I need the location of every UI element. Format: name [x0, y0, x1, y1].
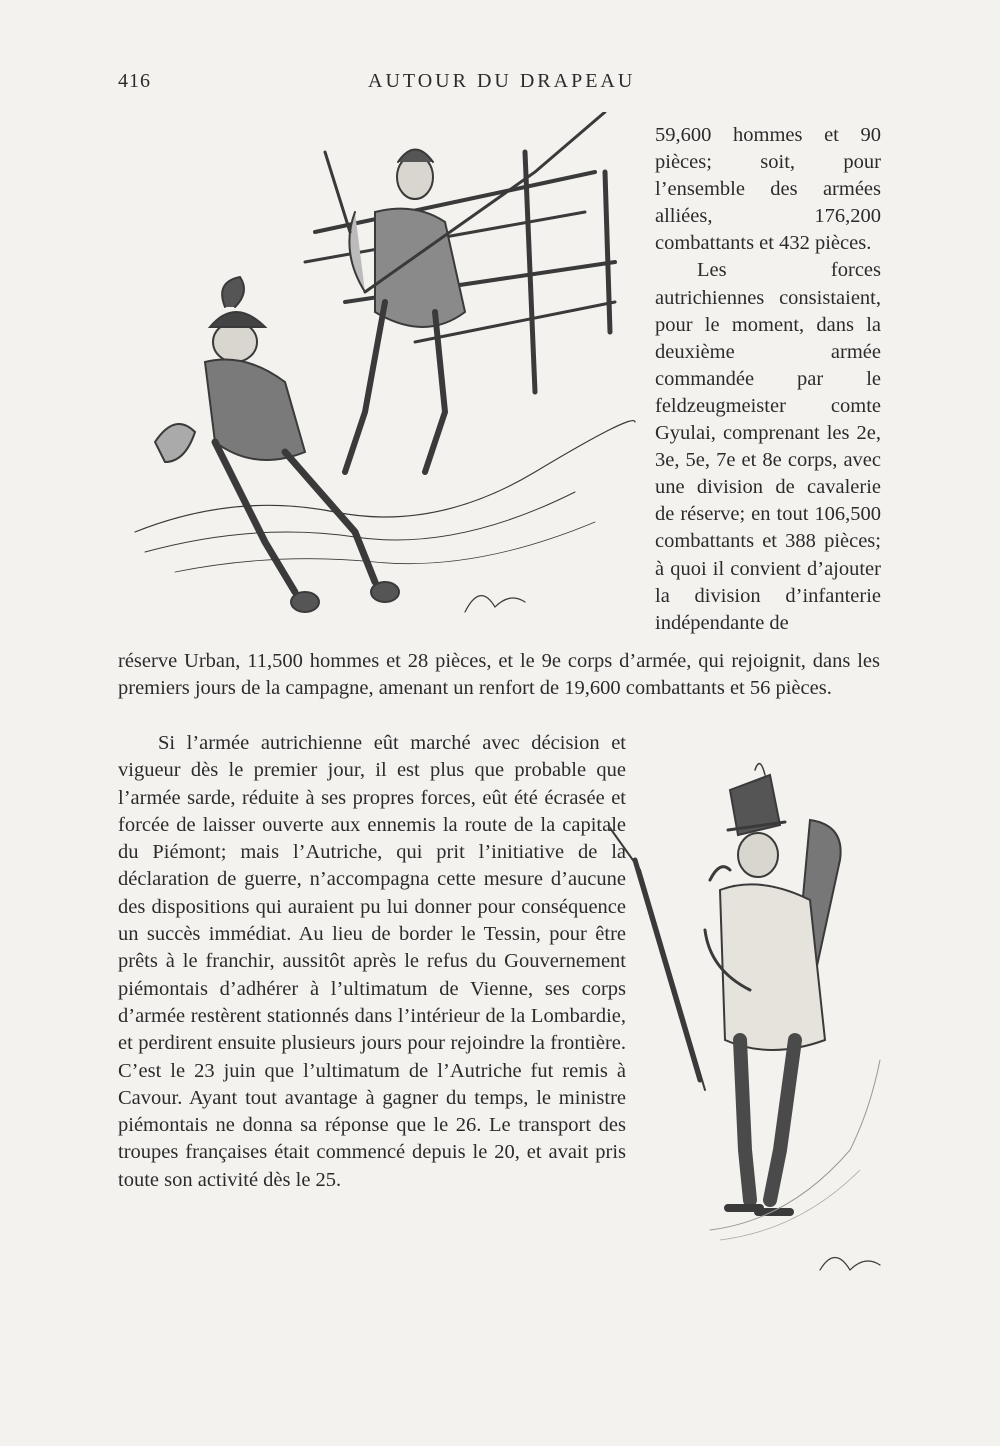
standing-soldier-engraving: [610, 730, 890, 1290]
page-number: 416: [118, 70, 151, 92]
full-width-paragraph: réserve Urban, 11,500 hommes et 28 pièces, et le 9e corps d’armée, qui rejoignit, dans les premiers jours de la campagne, amenant un renfort de 19,600 combattants et 56 pièces.: [118, 650, 880, 699]
illustration-standing-soldier: [610, 730, 890, 1290]
right-paragraph-2: Les forces autrichiennes consistaient, pour le moment, dans la deuxième armée commandée par le feldzeugmeister comte Gyulai, comprenant les 2e, 3e, 5e, 7e et 8e corps, avec une division de cavalerie de réserve; en tout 106,500 combattants et 388 pièces; à quoi il convient d’ajouter la division d’infanterie indépendante de: [655, 259, 881, 634]
soldiers-engraving: [115, 112, 645, 642]
right-column: [655, 122, 881, 637]
page-header: [118, 70, 880, 100]
right-paragraph-1: 59,600 hommes et 90 pièces; soit, pour l’ensemble des armées alliées, 176,200 combattants et 432 pièces.: [655, 124, 881, 255]
left-column-paragraph: Si l’armée autrichienne eût marché avec décision et vigueur dès le premier jour, il est plus que probable que l’armée sarde, réduite à ses propres forces, eût été écrasée et forcée de laisser ouverte aux ennemis la route de la capitale du Piémont; mais l’Autriche, qui prit l’initiative de la déclaration de guerre, n’accompagna cette mesure d’aucune des dispositions qui auraient pu lui donner pour conséquence un succès immédiat. Au lieu de border le Tessin, pour être prêts à le franchir, aussitôt après le refus du Gouvernement piémontais d’adhérer à l’ultimatum de Vienne, ses corps d’armée restèrent stationnés dans l’intérieur de la Lombardie, et perdirent ensuite plusieurs jours pour rejoindre la frontière. C’est le 23 juin que l’ultimatum de l’Autriche fut remis à Cavour. Ayant tout avantage à gagner du temps, le ministre piémontais ne donna sa réponse que le 26. Le transport des troupes françaises était commencé depuis le 20, et avait pris toute son activité dès le 25.: [118, 732, 626, 1191]
running-title: AUTOUR DU DRAPEAU: [368, 70, 636, 92]
illustration-resting-soldiers: [115, 112, 645, 642]
